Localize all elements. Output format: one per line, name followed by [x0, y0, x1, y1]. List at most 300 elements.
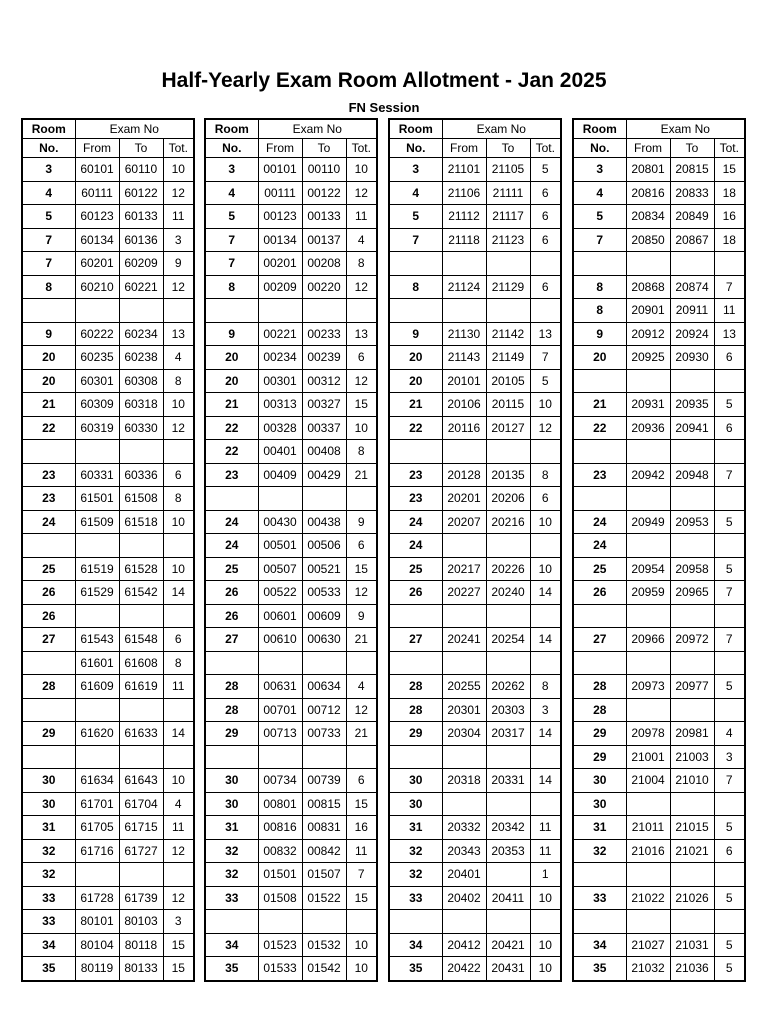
exam-to-cell: 60238 — [119, 346, 163, 370]
table-row — [573, 440, 745, 464]
room-no-cell — [573, 487, 626, 511]
total-cell: 12 — [163, 839, 194, 863]
total-cell: 13 — [714, 322, 745, 346]
exam-to-cell — [119, 440, 163, 464]
room-header: Room — [22, 119, 75, 139]
total-cell: 6 — [714, 416, 745, 440]
exam-from-cell: 20816 — [626, 181, 670, 205]
total-cell: 10 — [530, 886, 561, 910]
table-row — [205, 416, 377, 440]
total-cell — [714, 792, 745, 816]
room-no-cell — [573, 910, 626, 934]
room-no-cell: 24 — [573, 534, 626, 558]
exam-to-cell: 00739 — [302, 769, 346, 793]
exam-from-cell: 60222 — [75, 322, 119, 346]
exam-from-cell: 00409 — [258, 463, 302, 487]
total-cell: 10 — [530, 393, 561, 417]
total-cell: 10 — [163, 510, 194, 534]
exam-from-cell: 00816 — [258, 816, 302, 840]
room-no-cell: 3 — [22, 158, 75, 182]
room-no-cell: 27 — [22, 628, 75, 652]
total-cell: 5 — [714, 933, 745, 957]
total-cell: 7 — [346, 863, 377, 887]
table-row — [205, 604, 377, 628]
room-no-cell: 8 — [22, 275, 75, 299]
exam-from-cell: 00734 — [258, 769, 302, 793]
total-cell: 21 — [346, 722, 377, 746]
total-cell: 6 — [163, 463, 194, 487]
room-no-cell: 31 — [389, 816, 442, 840]
room-no-cell: 22 — [573, 416, 626, 440]
exam-to-cell: 20941 — [670, 416, 714, 440]
total-cell: 4 — [714, 722, 745, 746]
total-cell: 10 — [163, 557, 194, 581]
exam-from-cell — [442, 745, 486, 769]
table-row — [205, 228, 377, 252]
table-row — [22, 886, 194, 910]
exam-to-cell: 20254 — [486, 628, 530, 652]
exam-to-cell: 00634 — [302, 675, 346, 699]
table-row — [205, 393, 377, 417]
table-row — [22, 910, 194, 934]
exam-to-cell: 20972 — [670, 628, 714, 652]
total-cell: 10 — [346, 957, 377, 981]
room-no-cell: 28 — [389, 698, 442, 722]
exam-to-cell: 61608 — [119, 651, 163, 675]
room-no-cell: 20 — [22, 346, 75, 370]
total-cell — [346, 745, 377, 769]
total-cell — [714, 604, 745, 628]
table-row — [389, 322, 561, 346]
exam-to-cell: 00533 — [302, 581, 346, 605]
exam-from-cell — [258, 299, 302, 323]
exam-to-cell: 20874 — [670, 275, 714, 299]
total-cell: 10 — [163, 769, 194, 793]
table-row — [205, 675, 377, 699]
table-row — [573, 769, 745, 793]
exam-from-cell — [75, 698, 119, 722]
total-cell: 5 — [714, 675, 745, 699]
table-row — [573, 463, 745, 487]
exam-to-cell: 20833 — [670, 181, 714, 205]
total-cell: 6 — [530, 181, 561, 205]
exam-from-cell: 20973 — [626, 675, 670, 699]
table-row — [205, 346, 377, 370]
exam-to-cell: 00208 — [302, 252, 346, 276]
exam-to-cell: 20206 — [486, 487, 530, 511]
from-header: From — [442, 139, 486, 158]
room-no-cell: 26 — [22, 604, 75, 628]
exam-from-cell: 20343 — [442, 839, 486, 863]
table-row — [205, 839, 377, 863]
table-row — [22, 698, 194, 722]
room-no-cell: 35 — [205, 957, 258, 981]
exam-from-cell: 60301 — [75, 369, 119, 393]
table-row — [573, 628, 745, 652]
total-cell: 16 — [714, 205, 745, 229]
room-no-cell: 24 — [205, 534, 258, 558]
total-header: Tot. — [714, 139, 745, 158]
exam-from-cell: 20318 — [442, 769, 486, 793]
room-no-cell: 5 — [389, 205, 442, 229]
exam-to-cell: 21111 — [486, 181, 530, 205]
table-row — [22, 299, 194, 323]
exam-from-cell — [626, 604, 670, 628]
room-no-cell: 21 — [389, 393, 442, 417]
total-cell: 16 — [346, 816, 377, 840]
table-row — [573, 369, 745, 393]
room-no-cell — [22, 651, 75, 675]
exam-to-cell — [670, 369, 714, 393]
exam-to-cell: 60221 — [119, 275, 163, 299]
exam-from-cell — [626, 534, 670, 558]
total-cell: 13 — [530, 322, 561, 346]
room-no-cell — [22, 534, 75, 558]
table-row — [573, 158, 745, 182]
room-no-cell: 5 — [573, 205, 626, 229]
table-row — [389, 510, 561, 534]
room-no-cell — [573, 863, 626, 887]
room-no-cell: 29 — [205, 722, 258, 746]
exam-from-cell: 60210 — [75, 275, 119, 299]
total-cell: 4 — [163, 346, 194, 370]
exam-from-cell — [258, 487, 302, 511]
exam-to-cell: 20342 — [486, 816, 530, 840]
table-row — [22, 557, 194, 581]
room-no-cell: 34 — [22, 933, 75, 957]
session-label: FN Session — [348, 100, 420, 115]
room-no-cell — [205, 487, 258, 511]
table-row — [22, 933, 194, 957]
table-row — [22, 158, 194, 182]
exam-from-cell — [75, 440, 119, 464]
exam-from-cell — [442, 604, 486, 628]
exam-from-cell: 20901 — [626, 299, 670, 323]
total-cell — [714, 369, 745, 393]
exam-from-cell: 00430 — [258, 510, 302, 534]
total-header: Tot. — [163, 139, 194, 158]
total-cell: 3 — [530, 698, 561, 722]
total-cell: 6 — [530, 275, 561, 299]
total-header: Tot. — [530, 139, 561, 158]
exam-from-cell: 60111 — [75, 181, 119, 205]
room-no-cell — [389, 440, 442, 464]
room-no-cell — [22, 440, 75, 464]
exam-from-cell — [442, 534, 486, 558]
exam-to-cell: 60234 — [119, 322, 163, 346]
table-row — [389, 228, 561, 252]
total-cell: 14 — [530, 769, 561, 793]
exam-to-cell: 20815 — [670, 158, 714, 182]
table-row — [573, 534, 745, 558]
total-cell: 6 — [346, 769, 377, 793]
total-cell: 8 — [346, 252, 377, 276]
exam-from-cell: 20101 — [442, 369, 486, 393]
room-no-cell: 23 — [22, 487, 75, 511]
exam-from-cell: 20422 — [442, 957, 486, 981]
table-row — [205, 534, 377, 558]
exam-from-cell — [258, 651, 302, 675]
room-no-cell: 4 — [205, 181, 258, 205]
exam-to-cell: 00312 — [302, 369, 346, 393]
room-header: Room — [205, 119, 258, 139]
room-no-cell: 22 — [205, 416, 258, 440]
exam-to-cell: 21015 — [670, 816, 714, 840]
exam-from-cell: 20128 — [442, 463, 486, 487]
exam-to-cell — [302, 487, 346, 511]
total-cell: 11 — [714, 299, 745, 323]
exam-from-cell — [626, 440, 670, 464]
room-no-cell: 9 — [205, 322, 258, 346]
exam-from-cell: 21118 — [442, 228, 486, 252]
room-no-cell: 31 — [22, 816, 75, 840]
table-row — [22, 463, 194, 487]
to-header: To — [486, 139, 530, 158]
exam-to-cell: 61548 — [119, 628, 163, 652]
exam-to-cell — [670, 534, 714, 558]
room-no-cell: 30 — [205, 792, 258, 816]
table-row — [389, 933, 561, 957]
exam-from-cell: 21143 — [442, 346, 486, 370]
exam-from-cell: 61620 — [75, 722, 119, 746]
room-no-cell: 3 — [389, 158, 442, 182]
exam-to-cell — [486, 745, 530, 769]
exam-from-cell: 20207 — [442, 510, 486, 534]
room-no-cell — [205, 910, 258, 934]
table-row — [573, 228, 745, 252]
room-no-cell: 5 — [205, 205, 258, 229]
exam-to-cell: 01507 — [302, 863, 346, 887]
to-header: To — [670, 139, 714, 158]
table-row — [205, 158, 377, 182]
table-row — [22, 957, 194, 981]
exam-to-cell: 20924 — [670, 322, 714, 346]
total-cell: 15 — [163, 957, 194, 981]
exam-from-cell: 00328 — [258, 416, 302, 440]
room-no-cell: 35 — [22, 957, 75, 981]
exam-from-cell: 00313 — [258, 393, 302, 417]
exam-to-cell: 20240 — [486, 581, 530, 605]
total-cell — [530, 792, 561, 816]
room-no-cell: 28 — [573, 698, 626, 722]
exam-to-cell: 21010 — [670, 769, 714, 793]
total-cell — [714, 863, 745, 887]
room-no-cell: 8 — [573, 299, 626, 323]
table-row — [573, 816, 745, 840]
total-cell: 12 — [346, 275, 377, 299]
exam-from-cell: 20332 — [442, 816, 486, 840]
room-no-cell: 30 — [573, 792, 626, 816]
room-no-cell: 22 — [389, 416, 442, 440]
room-no-cell: 21 — [205, 393, 258, 417]
total-cell: 11 — [163, 205, 194, 229]
table-row — [573, 863, 745, 887]
total-cell: 4 — [163, 792, 194, 816]
table-row — [573, 792, 745, 816]
room-no-cell: 33 — [22, 886, 75, 910]
room-no-cell: 24 — [573, 510, 626, 534]
room-no-cell: 20 — [205, 369, 258, 393]
total-cell: 7 — [530, 346, 561, 370]
table-row — [573, 487, 745, 511]
exam-from-cell: 20959 — [626, 581, 670, 605]
exam-from-cell: 21004 — [626, 769, 670, 793]
table-row — [205, 369, 377, 393]
total-cell — [346, 910, 377, 934]
table-row — [389, 205, 561, 229]
exam-to-cell: 00733 — [302, 722, 346, 746]
total-cell — [530, 440, 561, 464]
exam-from-cell: 21124 — [442, 275, 486, 299]
exam-from-cell — [75, 604, 119, 628]
exam-to-cell: 20411 — [486, 886, 530, 910]
exam-to-cell — [670, 651, 714, 675]
exam-from-cell: 21016 — [626, 839, 670, 863]
exam-from-cell: 20801 — [626, 158, 670, 182]
room-no-cell: 9 — [573, 322, 626, 346]
exam-from-cell — [626, 863, 670, 887]
table-row — [205, 510, 377, 534]
exam-from-cell: 60201 — [75, 252, 119, 276]
total-cell: 10 — [346, 158, 377, 182]
total-cell: 9 — [346, 510, 377, 534]
from-header: From — [75, 139, 119, 158]
room-no-header: No. — [389, 139, 442, 158]
total-cell: 15 — [346, 792, 377, 816]
room-no-cell: 22 — [205, 440, 258, 464]
table-row — [389, 957, 561, 981]
total-cell — [714, 440, 745, 464]
room-no-cell: 20 — [22, 369, 75, 393]
table-row — [22, 675, 194, 699]
allotment-table-4 — [572, 118, 746, 982]
table-row — [389, 769, 561, 793]
exam-to-cell: 61739 — [119, 886, 163, 910]
table-row — [205, 581, 377, 605]
exam-from-cell: 80101 — [75, 910, 119, 934]
exam-to-cell: 20331 — [486, 769, 530, 793]
exam-from-cell — [442, 252, 486, 276]
exam-from-cell: 20954 — [626, 557, 670, 581]
room-no-cell: 23 — [389, 487, 442, 511]
total-cell: 15 — [163, 933, 194, 957]
exam-to-cell: 01532 — [302, 933, 346, 957]
table-row — [573, 910, 745, 934]
room-no-cell: 24 — [389, 510, 442, 534]
total-cell — [530, 604, 561, 628]
table-row — [22, 745, 194, 769]
exam-from-cell: 20217 — [442, 557, 486, 581]
total-cell: 8 — [163, 487, 194, 511]
room-no-cell: 26 — [22, 581, 75, 605]
room-no-cell — [205, 299, 258, 323]
exam-to-cell: 00122 — [302, 181, 346, 205]
room-no-cell: 33 — [205, 886, 258, 910]
room-no-cell: 25 — [573, 557, 626, 581]
exam-from-cell: 20401 — [442, 863, 486, 887]
exam-to-cell: 21003 — [670, 745, 714, 769]
room-no-cell: 23 — [205, 463, 258, 487]
exam-from-cell: 61701 — [75, 792, 119, 816]
exam-to-cell: 20127 — [486, 416, 530, 440]
room-no-cell: 29 — [389, 722, 442, 746]
room-no-cell: 24 — [22, 510, 75, 534]
exam-to-cell: 61508 — [119, 487, 163, 511]
exam-to-cell: 61528 — [119, 557, 163, 581]
table-row — [389, 816, 561, 840]
room-no-cell — [389, 651, 442, 675]
total-cell — [530, 299, 561, 323]
table-row — [389, 698, 561, 722]
exam-from-cell: 20850 — [626, 228, 670, 252]
total-cell: 5 — [530, 369, 561, 393]
exam-to-cell: 00233 — [302, 322, 346, 346]
exam-to-cell: 61643 — [119, 769, 163, 793]
exam-to-cell: 00506 — [302, 534, 346, 558]
total-cell: 3 — [714, 745, 745, 769]
exam-to-cell: 00133 — [302, 205, 346, 229]
total-cell: 6 — [346, 534, 377, 558]
room-no-cell: 28 — [389, 675, 442, 699]
allotment-table-3 — [388, 118, 562, 982]
exam-to-cell — [670, 604, 714, 628]
exam-from-cell: 61529 — [75, 581, 119, 605]
exam-to-cell — [119, 299, 163, 323]
table-row — [573, 205, 745, 229]
exam-to-cell: 01522 — [302, 886, 346, 910]
exam-to-cell — [119, 534, 163, 558]
to-header: To — [119, 139, 163, 158]
exam-from-cell: 61601 — [75, 651, 119, 675]
exam-from-cell: 01523 — [258, 933, 302, 957]
room-no-cell — [573, 440, 626, 464]
table-row — [205, 181, 377, 205]
exam-to-cell: 20115 — [486, 393, 530, 417]
exam-from-cell: 61634 — [75, 769, 119, 793]
table-row — [205, 651, 377, 675]
exam-from-cell: 00301 — [258, 369, 302, 393]
table-row — [22, 393, 194, 417]
room-no-cell: 32 — [205, 839, 258, 863]
exam-from-cell — [75, 745, 119, 769]
exam-to-cell: 60110 — [119, 158, 163, 182]
total-cell: 14 — [530, 581, 561, 605]
room-no-cell: 30 — [22, 769, 75, 793]
exam-to-cell — [486, 440, 530, 464]
room-no-cell: 32 — [22, 863, 75, 887]
table-row — [22, 346, 194, 370]
room-no-cell — [573, 651, 626, 675]
exam-from-cell: 00601 — [258, 604, 302, 628]
total-cell: 11 — [530, 839, 561, 863]
exam-from-cell — [442, 299, 486, 323]
exam-from-cell: 21022 — [626, 886, 670, 910]
total-cell: 12 — [163, 416, 194, 440]
exam-from-cell: 20255 — [442, 675, 486, 699]
exam-to-cell: 21026 — [670, 886, 714, 910]
exam-from-cell: 01533 — [258, 957, 302, 981]
table-row — [389, 275, 561, 299]
exam-to-cell: 61518 — [119, 510, 163, 534]
room-no-cell: 8 — [205, 275, 258, 299]
total-cell: 12 — [346, 369, 377, 393]
table-row — [205, 557, 377, 581]
table-row — [573, 933, 745, 957]
total-cell: 6 — [163, 628, 194, 652]
total-cell: 18 — [714, 228, 745, 252]
exam-to-cell: 21142 — [486, 322, 530, 346]
exam-to-cell: 00137 — [302, 228, 346, 252]
